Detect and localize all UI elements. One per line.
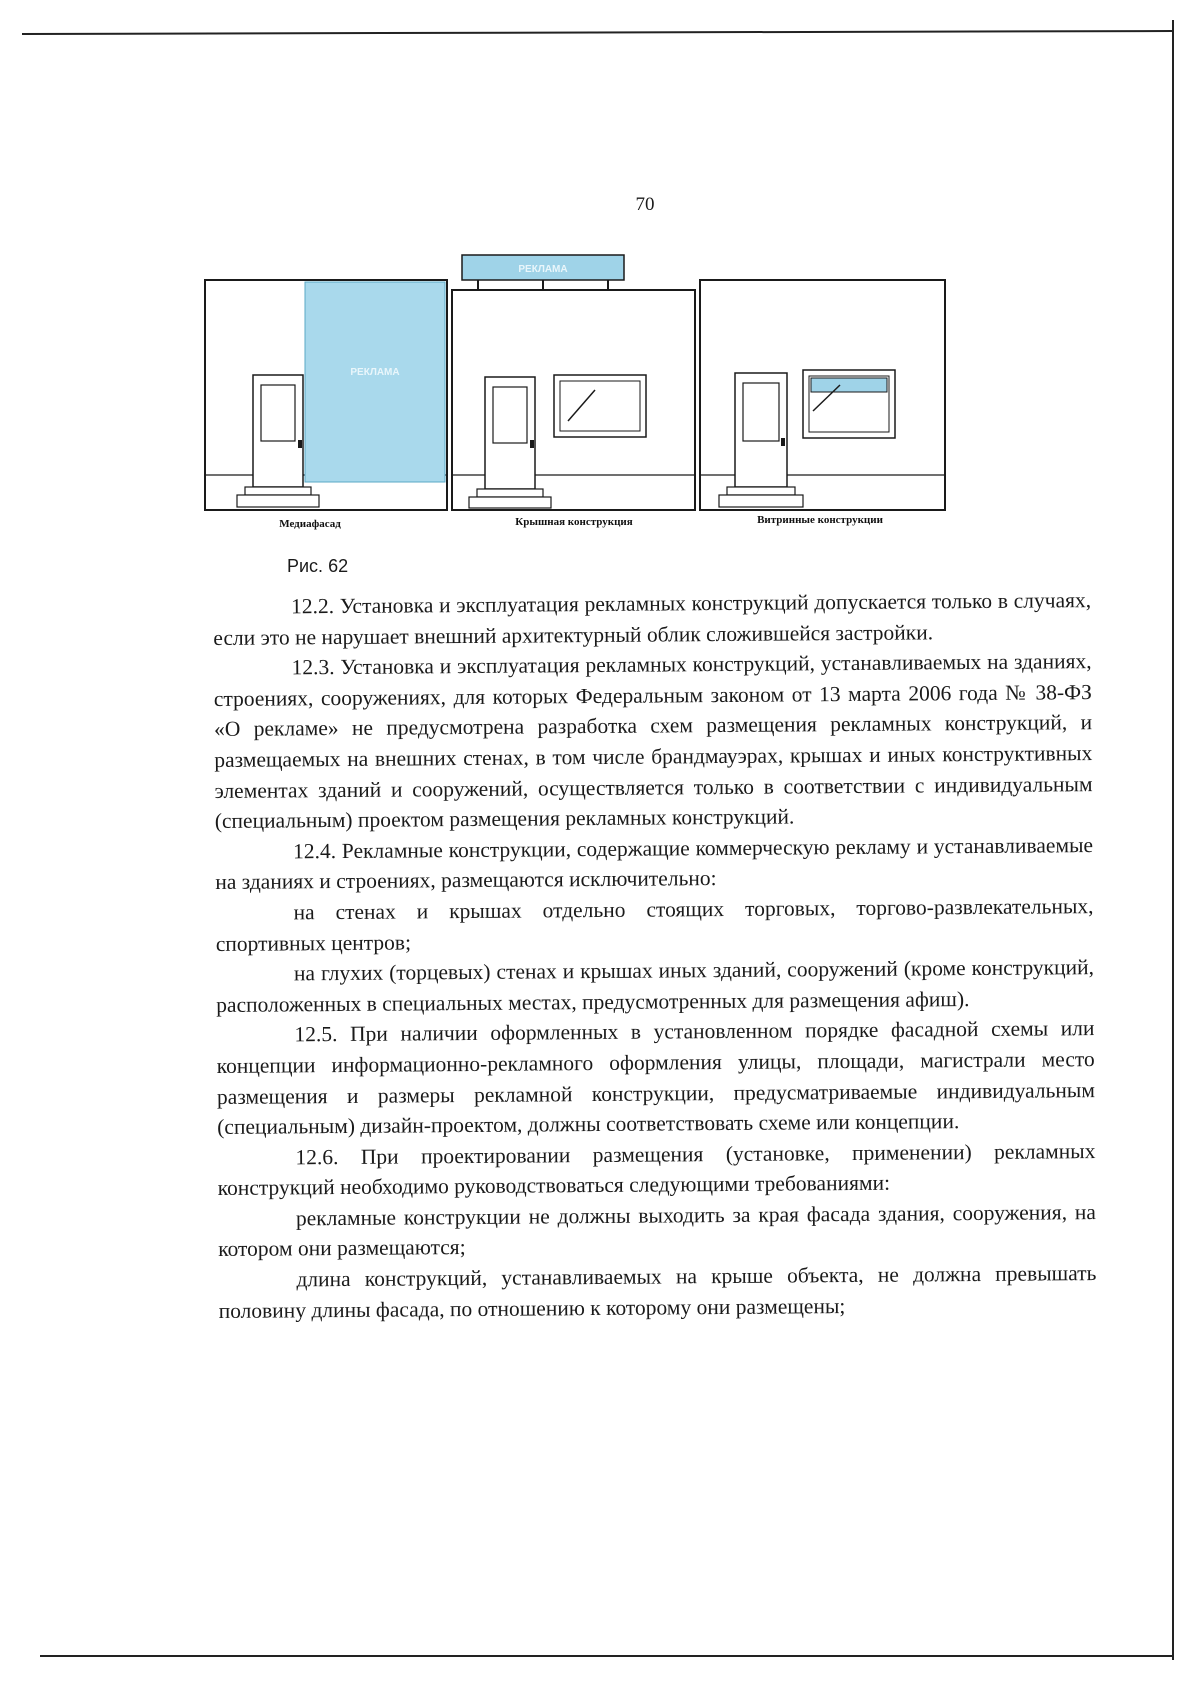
- showcase-sign: [811, 378, 887, 392]
- paragraph-12-4-item-1: на стенах и крышах отдельно стоящих торговых, торгово-развлекательных, спортивных центров;: [215, 894, 1094, 956]
- body-text: [213, 585, 1097, 1326]
- page-border-bottom: [40, 1655, 1174, 1657]
- mediafacade-sign-text: РЕКЛАМА: [350, 367, 400, 378]
- label-showcase-construction: Витринные конструкции: [757, 514, 883, 526]
- paragraph-12-4-item-2: на глухих (торцевых) стенах и крышах иных зданий, сооружений (кроме конструкций, расположенных в специальных местах, предусмотренных для размещения афиш).: [216, 955, 1095, 1017]
- building-showcase-construction: [700, 280, 945, 510]
- roof-sign-text: РЕКЛАМА: [518, 264, 568, 275]
- page-number: 70: [635, 194, 655, 215]
- figure-caption: Рис. 62: [287, 556, 349, 576]
- label-roof-construction: Крышная конструкция: [515, 516, 633, 528]
- paragraph-12-6-item-2: длина конструкций, устанавливаемых на крыше объекта, не должна превышать половину длины фасада, по отношению к которому они размещены;: [218, 1261, 1097, 1323]
- label-mediafacade: Медиафасад: [279, 518, 341, 530]
- building-mediafacade: [205, 280, 447, 510]
- paragraph-12-4: 12.4. Рекламные конструкции, содержащие коммерческую рекламу и устанавливаемые на зданиях и строениях, размещаются исключительно:: [215, 832, 1094, 895]
- facade-figure: [200, 235, 960, 535]
- paragraph-12-2: 12.2. Установка и эксплуатация рекламных конструкций допускается только в случаях, если это не нарушает внешний архитектурный облик сложившейся застройки.: [213, 588, 1092, 650]
- building-roof-construction: [452, 255, 695, 510]
- mediafacade-panel: [305, 282, 445, 482]
- page-border-top: [22, 30, 1172, 35]
- page-border-right: [1172, 20, 1174, 1660]
- paragraph-12-5: 12.5. При наличии оформленных в установленном порядке фасадной схемы или концепции информационно-рекламного оформления улицы, площади, магистрали место размещения и размеры рекламной конструкции, предусматриваемые индивидуальным (специальным) дизайн-проектом, должны соответствовать схеме или концепции.: [216, 1016, 1096, 1140]
- paragraph-12-6-item-1: рекламные конструкции не должны выходить за края фасада здания, сооружения, на котором они размещаются;: [218, 1199, 1096, 1262]
- paragraph-12-3: 12.3. Установка и эксплуатация рекламных конструкций, устанавливаемых на зданиях, строениях, сооружениях, для которых Федеральным законом от 13 марта 2006 года № 38-ФЗ «О рекламе» не предусмотрена разработка схем размещения рекламных конструкций, и размещаемых на внешних стенах, в том числе брандмауэрах, крышах и иных конструктивных элементах зданий и сооружений, осуществляется только в соответствии с индивидуальным (специальным) проектом размещения рекламных конструкций.: [213, 649, 1093, 834]
- paragraph-12-6: 12.6. При проектировании размещения (установке, применении) рекламных конструкций необходимо руководствоваться следующими требованиями:: [217, 1138, 1096, 1201]
